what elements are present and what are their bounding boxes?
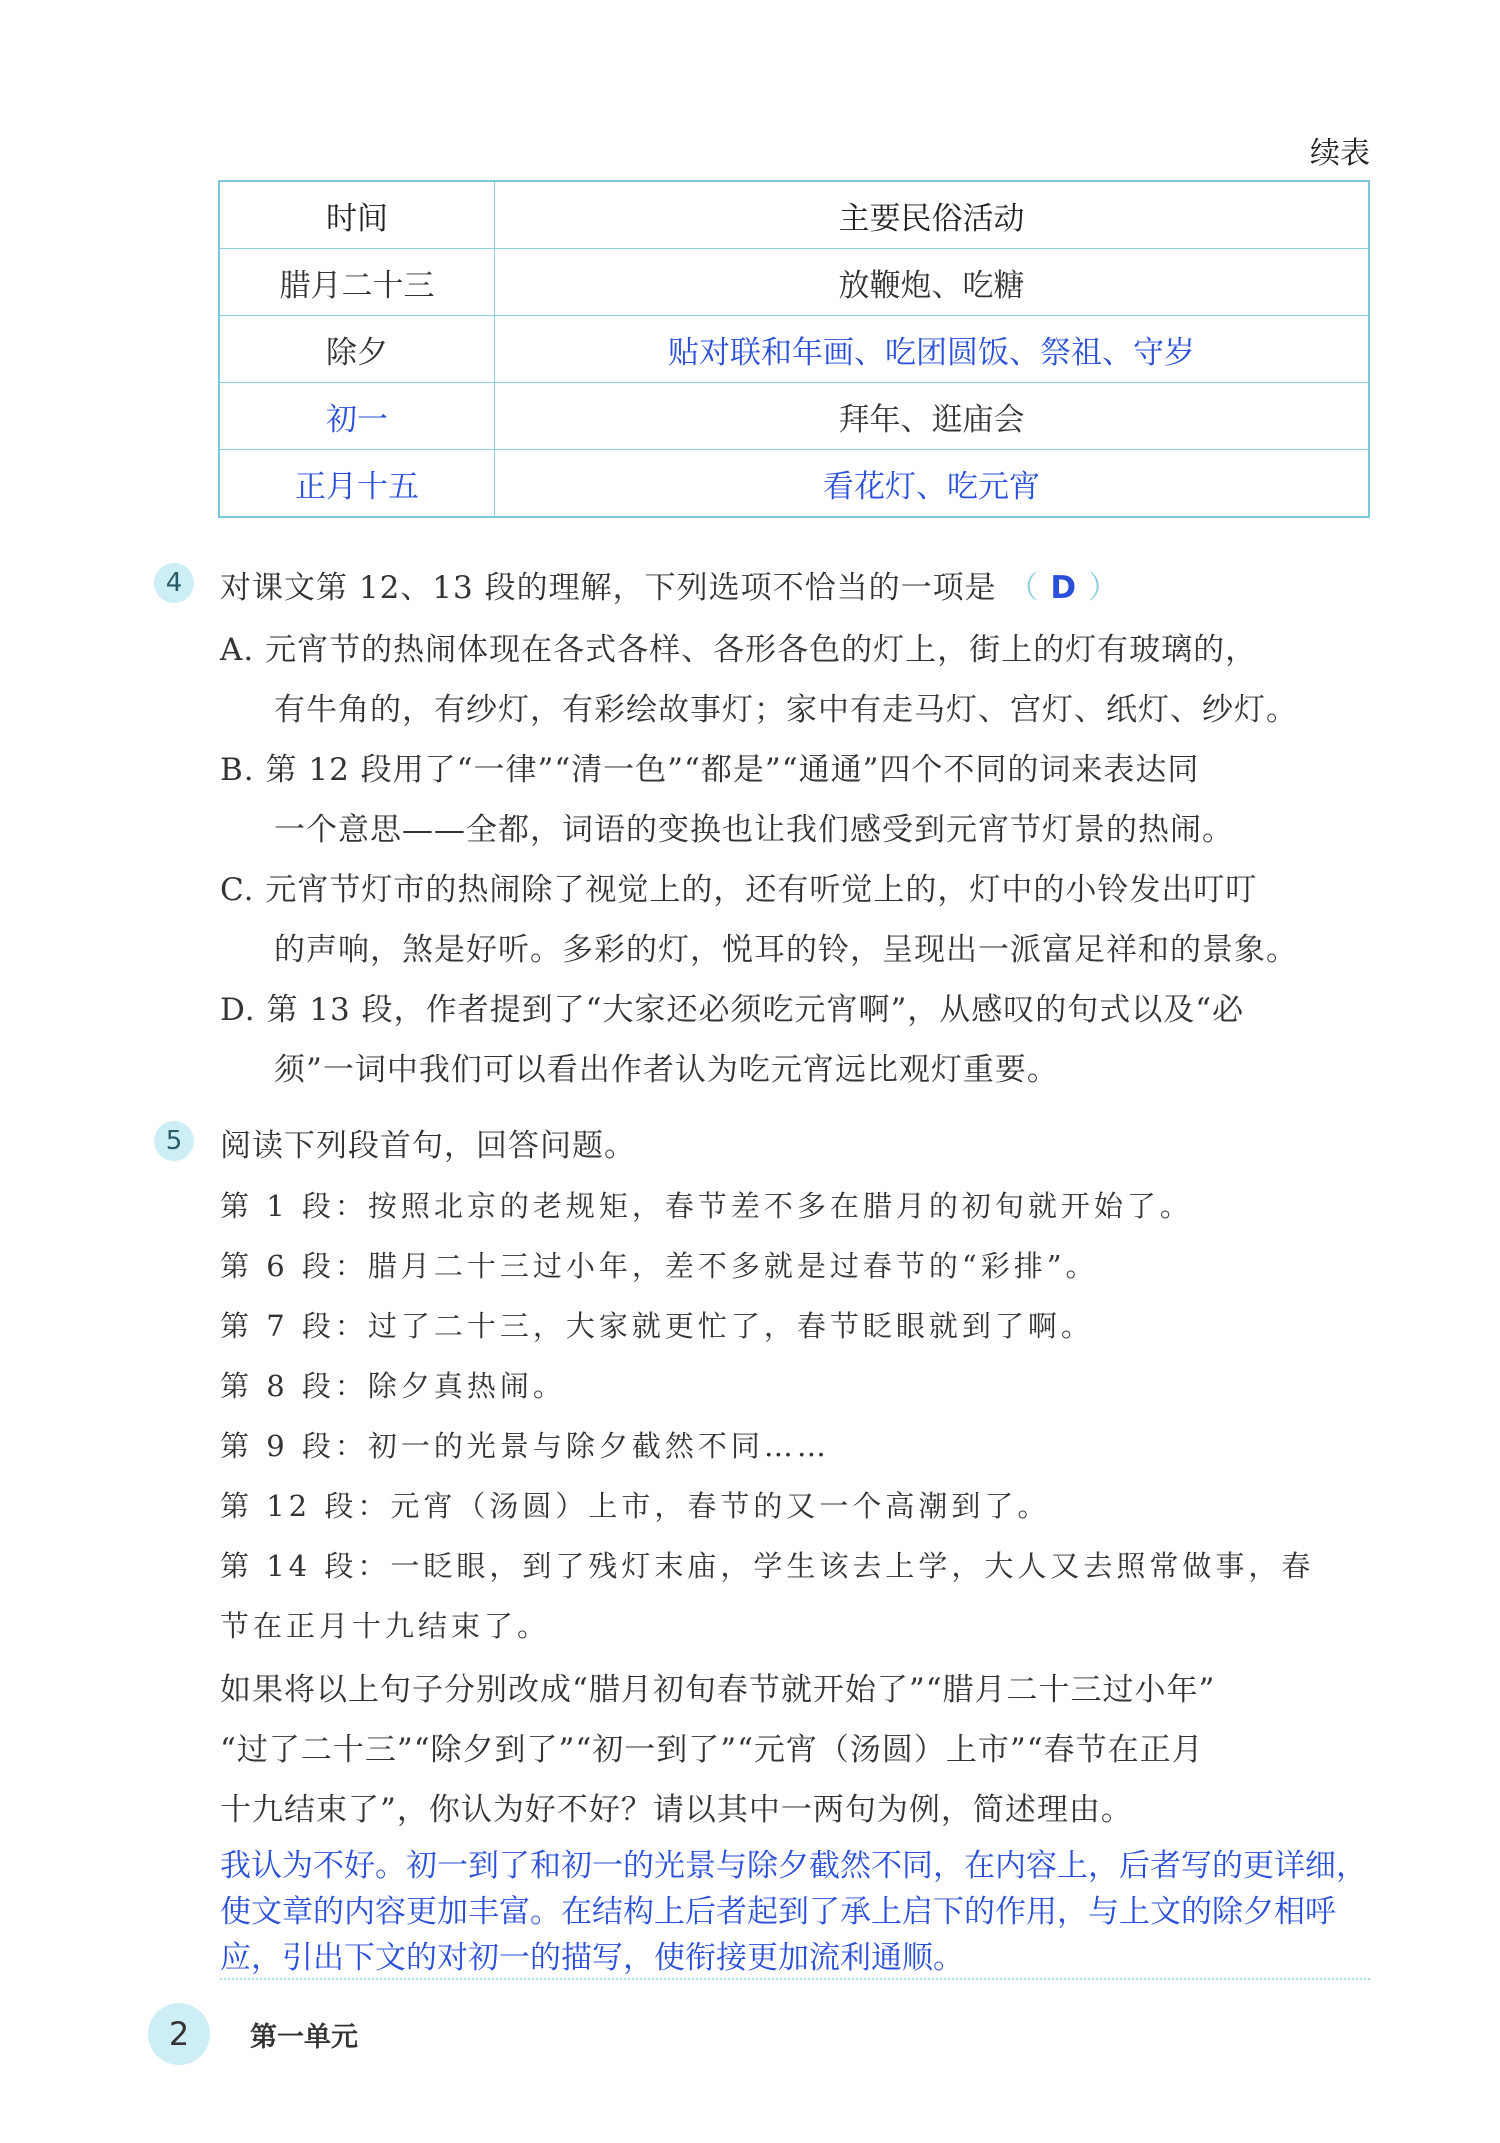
option-d-line-1: D. 第 13 段，作者提到了“大家还必须吃元宵啊”，从感叹的句式以及“必	[220, 992, 1245, 1028]
answer-paren-close: ）	[1087, 570, 1120, 606]
answer-choice: D	[1050, 570, 1078, 606]
table-header-row	[219, 181, 1369, 249]
activity-cell: 拜年、逛庙会	[495, 383, 1370, 450]
page-number: 2	[148, 2003, 210, 2065]
paragraph-quote: 第 6 段：腊月二十三过小年，差不多就是过春节的“彩排”。	[220, 1249, 1099, 1283]
paragraph-quote: 第 7 段：过了二十三，大家就更忙了，春节眨眼就到了啊。	[220, 1309, 1094, 1343]
question-5-prompt-line: “过了二十三”“除夕到了”“初一到了”“元宵（汤圆）上市”“春节在正月	[220, 1732, 1204, 1768]
question-number-badge: 4	[154, 563, 194, 603]
option-c-line-2: 的声响，煞是好听。多彩的灯，悦耳的铃，呈现出一派富足祥和的景象。	[274, 932, 1298, 968]
question-number-badge: 5	[154, 1121, 194, 1161]
option-a-line-2: 有牛角的，有纱灯，有彩绘故事灯；家中有走马灯、宫灯、纸灯、纱灯。	[274, 692, 1298, 728]
continued-table-label: 续表	[1310, 136, 1370, 171]
option-c-line-1: C. 元宵节灯市的热闹除了视觉上的，还有听觉上的，灯中的小铃发出叮叮	[220, 872, 1258, 908]
option-b-line-1: B. 第 12 段用了“一律”“清一色”“都是”“通通”四个不同的词来表达同	[220, 752, 1200, 788]
option-a-line-1: A. 元宵节的热闹体现在各式各样、各形各色的灯上，街上的灯有玻璃的，	[220, 632, 1258, 668]
activity-cell-answer: 看花灯、吃元宵	[495, 450, 1370, 518]
time-cell-answer: 初一	[219, 383, 495, 450]
paragraph-quote: 第 1 段：按照北京的老规矩，春节差不多在腊月的初旬就开始了。	[220, 1189, 1193, 1223]
answer-paren-open: （	[1007, 570, 1040, 606]
paragraph-quote: 第 8 段：除夕真热闹。	[220, 1369, 566, 1403]
answer-text-line: 我认为不好。初一到了和初一的光景与除夕截然不同，在内容上，后者写的更详细，	[220, 1848, 1367, 1884]
paragraph-quote: 第 9 段：初一的光景与除夕截然不同……	[220, 1429, 830, 1463]
question-5-prompt-line: 十九结束了”，你认为好不好？请以其中一两句为例，简述理由。	[220, 1792, 1133, 1828]
festival-customs-table	[218, 180, 1370, 518]
table-row	[219, 383, 1369, 450]
table-row	[219, 316, 1369, 383]
table-row	[219, 450, 1369, 518]
unit-label: 第一单元	[250, 2022, 358, 2053]
question-stem-text: 对课文第 12、13 段的理解，下列选项不恰当的一项是	[220, 570, 997, 606]
time-cell: 腊月二十三	[219, 249, 495, 316]
paragraph-quote: 第 12 段：元宵（汤圆）上市，春节的又一个高潮到了。	[220, 1489, 1051, 1523]
paragraph-quote: 第 14 段：一眨眼，到了残灯末庙，学生该去上学，大人又去照常做事，春	[220, 1549, 1315, 1583]
answer-text-line: 使文章的内容更加丰富。在结构上后者起到了承上启下的作用，与上文的除夕相呼	[220, 1894, 1336, 1930]
question-4-stem	[220, 562, 1120, 607]
answer-text-line: 应，引出下文的对初一的描写，使衔接更加流利通顺。	[220, 1940, 964, 1976]
activity-cell: 放鞭炮、吃糖	[495, 249, 1370, 316]
time-cell-answer: 正月十五	[219, 450, 495, 518]
question-5-stem: 阅读下列段首句，回答问题。	[220, 1128, 636, 1164]
header-time: 时间	[219, 181, 495, 249]
option-b-line-2: 一个意思——全都，词语的变换也让我们感受到元宵节灯景的热闹。	[274, 812, 1234, 848]
question-5-prompt-line: 如果将以上句子分别改成“腊月初旬春节就开始了”“腊月二十三过小年”	[220, 1672, 1216, 1708]
header-activity: 主要民俗活动	[495, 181, 1370, 249]
option-d-line-2: 须”一词中我们可以看出作者认为吃元宵远比观灯重要。	[274, 1052, 1059, 1088]
activity-cell-answer: 贴对联和年画、吃团圆饭、祭祖、守岁	[495, 316, 1370, 383]
table-row	[219, 249, 1369, 316]
time-cell: 除夕	[219, 316, 495, 383]
answer-divider	[220, 1978, 1370, 1980]
paragraph-quote: 节在正月十九结束了。	[220, 1609, 551, 1643]
